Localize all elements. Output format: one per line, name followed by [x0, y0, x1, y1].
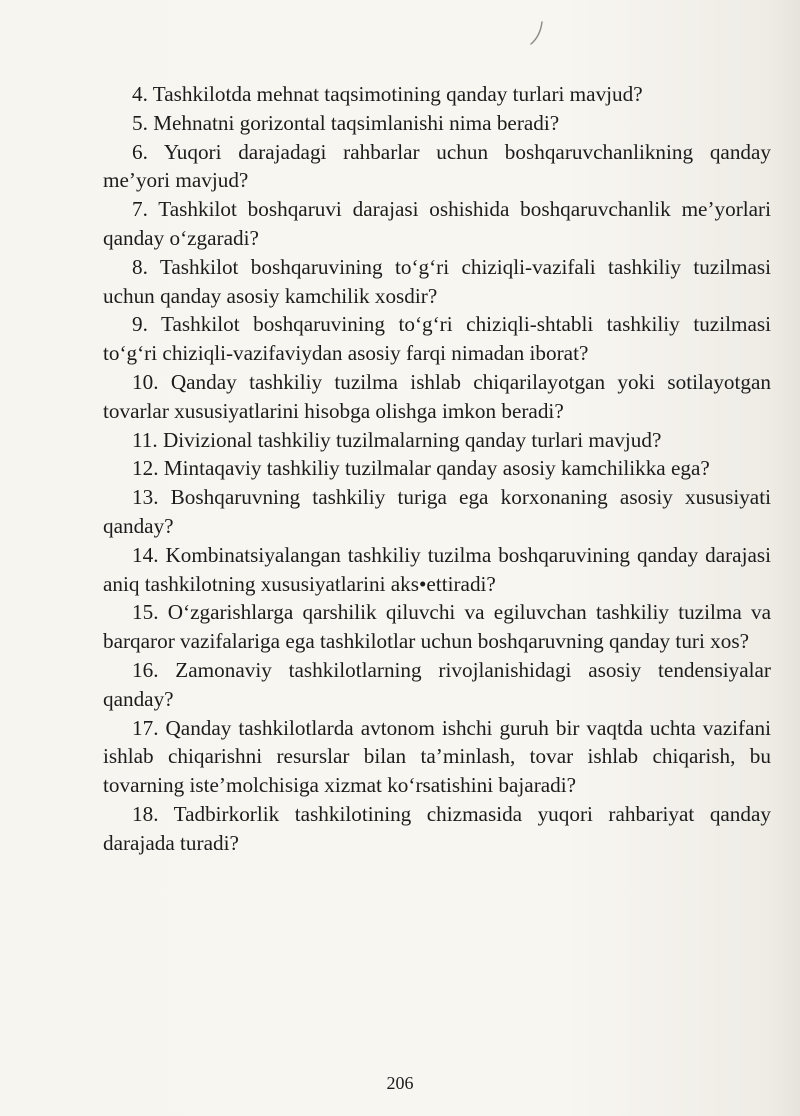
question-11: 11. Divizional tashkiliy tuzilmalarning qanday turlari mavjud?	[132, 427, 662, 452]
question-12: 12. Mintaqaviy tashkiliy tuzilmalar qanday asosiy kamchilikka ega?	[132, 456, 710, 481]
page-number: 206	[386, 1073, 414, 1093]
question-13: 13. Boshqaruvning tashkiliy turiga ega korxonaning asosiy xususiyati qanday?	[103, 485, 771, 538]
pen-mark	[522, 18, 552, 48]
question-10: 10. Qanday tashkiliy tuzilma ishlab chiqarilayotgan yoki sotilayotgan tovarlar xususiyatlarini hisobga olishga imkon beradi?	[103, 369, 771, 423]
question-16: 16. Zamonaviy tashkilotlarning rivojlanishidagi asosiy tendensiyalar qanday?	[103, 657, 771, 711]
questions-list	[103, 80, 771, 858]
question-7: 7. Tashkilot boshqaruvi darajasi oshishida boshqaruvchanlik me’yorlari qanday o‘zgaradi?	[103, 197, 771, 250]
question-6: 6. Yuqori darajadagi rahbarlar uchun boshqaruvchanlikning qanday me’yori mavjud?	[103, 139, 771, 193]
question-15: 15. O‘zgarishlarga qarshilik qiluvchi va egiluvchan tashkiliy tuzilma va barqaror vazifalariga ega tashkilotlar uchun boshqaruvning qanday turi xos?	[103, 600, 771, 654]
question-14: 14. Kombinatsiyalangan tashkiliy tuzilma boshqaruvining qanday darajasi aniq tashkilotning xususiyatlarini aks•ettiradi?	[103, 542, 771, 596]
question-17: 17. Qanday tashkilotlarda avtonom ishchi guruh bir vaqtda uchta vazifani ishlab chiqarishni resurslar bilan ta’minlash, tovar ishlab chiqarish, bu tovarning iste’molchisiga xizmat ko‘rsatishini bajaradi?	[103, 715, 771, 798]
question-9: 9. Tashkilot boshqaruvining to‘g‘ri chiziqli-shtabli tashkiliy tuzilmasi to‘g‘ri chiziqli-vazifaviydan asosiy farqi nimadan iborat?	[103, 312, 771, 366]
question-4: 4. Tashkilotda mehnat taqsimotining qanday turlari mavjud?	[132, 82, 643, 106]
question-18: 18. Tadbirkorlik tashkilotining chizmasida yuqori rahbariyat qanday darajada turadi?	[103, 801, 771, 855]
question-8: 8. Tashkilot boshqaruvining to‘g‘ri chiziqli-vazifali tashkiliy tuzilmasi uchun qanday asosiy kamchilik xosdir?	[103, 254, 771, 308]
question-5: 5. Mehnatni gorizontal taqsimlanishi nima beradi?	[132, 110, 560, 135]
